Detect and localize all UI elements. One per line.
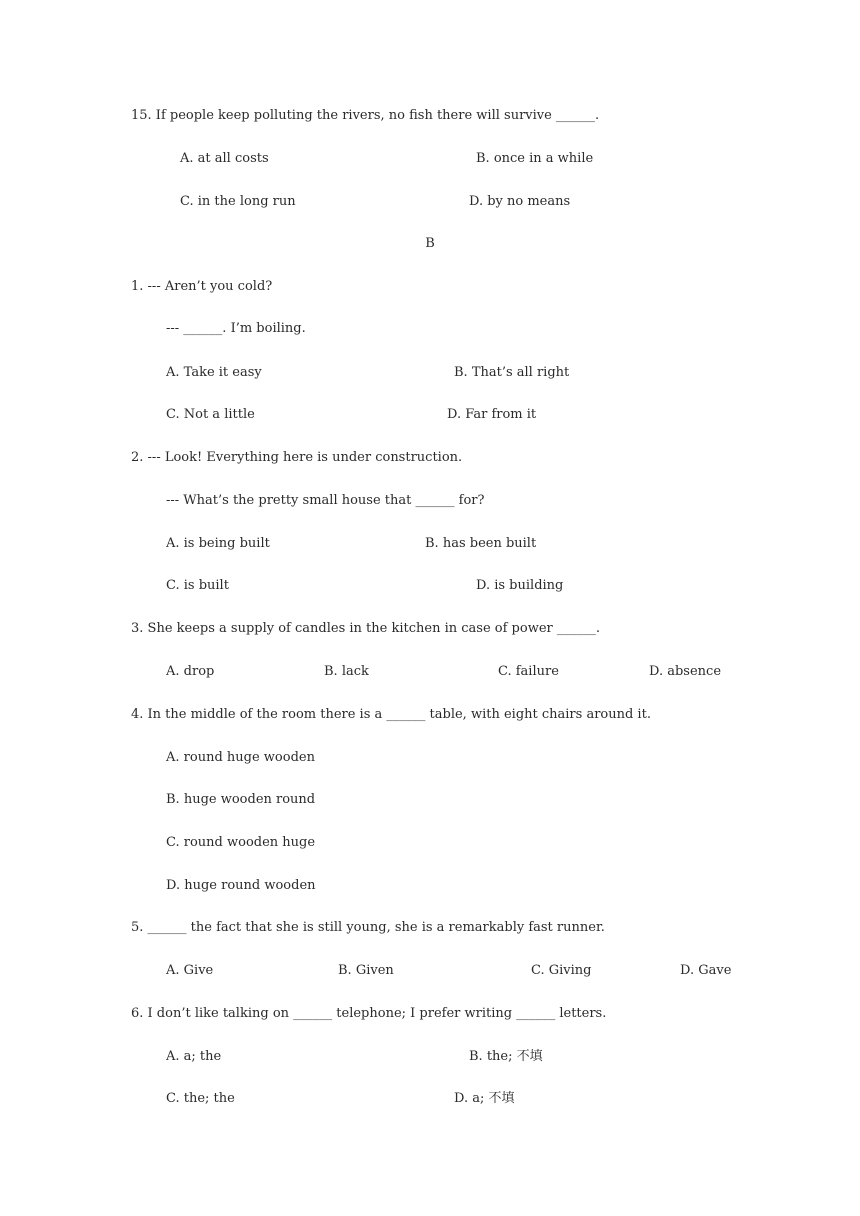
question-4-option-a: A. round huge wooden: [166, 750, 315, 765]
question-15-stem: 15. If people keep polluting the rivers, no fish there will survive ______.: [131, 108, 600, 123]
question-5-option-d: D. Gave: [680, 963, 732, 978]
question-1-stem: 1. --- Aren’t you cold?: [131, 279, 273, 294]
question-2-option-c: C. is built: [166, 578, 229, 593]
question-1-reply: --- ______. I’m boiling.: [166, 321, 306, 336]
question-2-stem: 2. --- Look! Everything here is under construction.: [131, 450, 463, 465]
question-1-option-b: B. That’s all right: [454, 365, 570, 380]
question-4-option-b: B. huge wooden round: [166, 792, 316, 807]
question-15-option-c: C. in the long run: [180, 194, 296, 209]
question-15-option-a: A. at all costs: [180, 151, 269, 166]
question-6-option-a: A. a; the: [166, 1049, 222, 1064]
question-15-option-d: D. by no means: [469, 194, 571, 209]
question-4-option-c: C. round wooden huge: [166, 835, 316, 850]
question-1-option-c: C. Not a little: [166, 407, 255, 422]
question-1-option-d: D. Far from it: [447, 407, 537, 422]
question-5-stem: 5. ______ the fact that she is still young, she is a remarkably fast runner.: [131, 920, 605, 935]
question-15-option-b: B. once in a while: [476, 151, 594, 166]
question-3-option-c: C. failure: [498, 664, 559, 679]
question-5-option-a: A. Give: [166, 963, 214, 978]
question-5-option-c: C. Giving: [531, 963, 592, 978]
question-2-reply: --- What’s the pretty small house that ______ for?: [166, 493, 485, 508]
question-6-option-d: D. a; 不填: [454, 1091, 515, 1106]
question-2-option-b: B. has been built: [425, 536, 537, 551]
question-3-stem: 3. She keeps a supply of candles in the kitchen in case of power ______.: [131, 621, 600, 636]
question-1-option-a: A. Take it easy: [166, 365, 262, 380]
section-heading: B: [425, 236, 435, 251]
question-3-option-d: D. absence: [649, 664, 722, 679]
question-2-option-a: A. is being built: [166, 536, 270, 551]
question-6-option-b: B. the; 不填: [469, 1049, 543, 1064]
question-4-stem: 4. In the middle of the room there is a ______ table, with eight chairs around it.: [131, 707, 651, 722]
question-3-option-b: B. lack: [324, 664, 369, 679]
question-5-option-b: B. Given: [338, 963, 394, 978]
question-2-option-d: D. is building: [476, 578, 564, 593]
question-4-option-d: D. huge round wooden: [166, 878, 316, 893]
question-3-option-a: A. drop: [166, 664, 215, 679]
question-6-option-c: C. the; the: [166, 1091, 235, 1106]
question-6-stem: 6. I don’t like talking on ______ telephone; I prefer writing ______ letters.: [131, 1006, 607, 1021]
